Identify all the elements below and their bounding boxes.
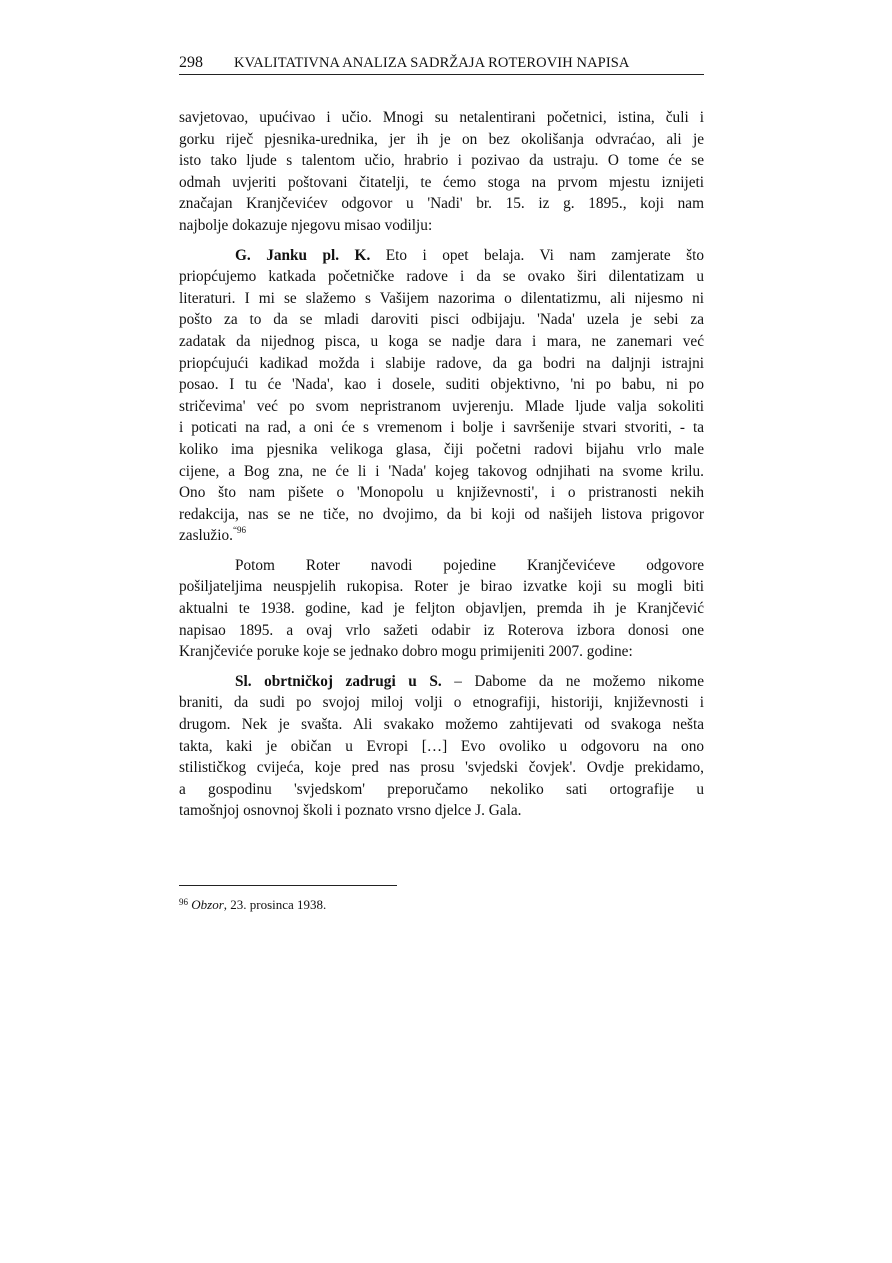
text-line: Ono što nam pišete o 'Monopolu u književnosti', i o pristranosti nekih — [179, 484, 704, 502]
text-run: Eto i opet belaja. Vi nam zamjerate što — [370, 246, 704, 264]
paragraph-1 — [179, 107, 704, 237]
text-line — [179, 671, 704, 693]
text-line: značajan Kranjčevićev odgovor u 'Nadi' br. 15. iz g. 1895., koji nam — [179, 195, 704, 213]
text-line: takta, kaki je običan u Evropi […] Evo ovoliko u odgovoru na ono — [179, 737, 704, 755]
footnote — [179, 897, 326, 913]
text-line: koliko ima pjesnika velikoga glasa, čiji početni radovi bijahu vrlo male — [179, 440, 704, 458]
footnote-separator — [179, 885, 397, 886]
addressee-bold: G. Janku pl. K. — [235, 246, 371, 264]
text-line: priopćujemo katkada početničke radove i da se ovako širi dilentatizam u — [179, 268, 704, 286]
text-line — [179, 245, 704, 267]
text-run: – Dabome da ne možemo nikome — [441, 672, 704, 690]
text-line: Kranjčeviće poruke koje se jednako dobro mogu primijeniti 2007. godine: — [179, 643, 633, 661]
text-line: savjetovao, upućivao i učio. Mnogi su netalentirani početnici, istina, čuli i — [179, 109, 704, 126]
paragraph-2-quote — [179, 245, 704, 547]
text-line: tamošnjoj osnovnoj školi i poznato vrsno djelce J. Gala. — [179, 802, 522, 820]
footnote-source: Obzor — [191, 897, 224, 912]
text-line: pošto za to da se mladi daroviti pisci odbijaju. 'Nada' uzela je sebi za — [179, 311, 704, 329]
text-run: zaslužio. — [179, 527, 233, 545]
text-line — [179, 525, 704, 547]
text-line: odmah uvjeriti poštovani čitatelji, te ćemo stoga na prvom mjestu iznijeti — [179, 173, 704, 191]
text-line: braniti, da sudi po svojoj miloj volji o etnografiji, historiji, književnosti i — [179, 694, 704, 712]
paragraph-4-quote — [179, 671, 704, 822]
text-line: cijene, a Bog zna, ne će li i 'Nada' kojeg takovog odnjihati na svome krilu. — [179, 462, 704, 480]
text-line: stričevima' već po svom nepristranom uvjerenju. Mlade ljude valja sokoliti — [179, 397, 704, 415]
text-line: zadatak da nijednog pisca, u koga se nadje dara i mara, ne zanemari već — [179, 332, 704, 350]
text-line: pošiljateljima neuspjelih rukopisa. Roter je birao izvatke koji su mogli biti — [179, 578, 704, 596]
footnote-text: , 23. prosinca 1938. — [223, 897, 327, 912]
text-line: posao. I tu će 'Nada', kao i dosele, suditi objektivno, 'ni po babu, ni po — [179, 376, 704, 394]
text-line: aktualni te 1938. godine, kad je feljton objavljen, premda ih je Kranjčević — [179, 600, 704, 618]
text-line: isto tako ljude s talentom učio, hrabrio i pozivao da ustraju. O tome će se — [179, 152, 704, 170]
text-line: Potom Roter navodi pojedine Kranjčevićeve odgovore — [235, 556, 704, 574]
footnote-number: 96 — [179, 897, 188, 907]
text-line: a gospodinu 'svjedskom' preporučamo nekoliko sati ortografije u — [179, 780, 704, 798]
body-text — [179, 107, 704, 822]
page-number: 298 — [179, 54, 203, 71]
addressee-bold: Sl. obrtničkoj zadrugi u S. — [235, 672, 442, 690]
text-line: najbolje dokazuje njegovu misao vodilju: — [179, 216, 433, 234]
text-line: priopćujući kadikad možda i slabije radove, da ga bodri na daljnji istrajni — [179, 354, 704, 372]
text-line: i poticati na rad, a oni će s vremenom i bolje i savršenije stvari stvoriti, - ta — [179, 419, 704, 437]
text-line: stilističkog cvijeća, koje pred nas prosu 'svjedski čovjek'. Ovdje prekidamo, — [179, 759, 704, 777]
text-line: gorku riječ pjesnika-urednika, jer ih je on bez okolišanja odvraćao, ali je — [179, 130, 704, 148]
text-line: literaturi. I mi se slažemo s Vašijem nazorima o dilentatizmu, ali nijesmo ni — [179, 289, 704, 307]
text-line: drugom. Nek je svašta. Ali svakako možemo zahtijevati od svakoga nešta — [179, 716, 704, 734]
running-title: KVALITATIVNA ANALIZA SADRŽAJA ROTEROVIH NAPISA — [234, 55, 630, 71]
running-header — [179, 52, 704, 75]
paragraph-3 — [179, 555, 704, 663]
text-line: napisao 1895. a ovaj vrlo sažeti odabir iz Roterova izbora donosi one — [179, 621, 704, 639]
text-line: redakcija, nas se ne tiče, no dvojimo, da bi koji od našijeh listova prigovor — [179, 505, 704, 523]
footnote-reference[interactable]: “96 — [232, 525, 246, 536]
